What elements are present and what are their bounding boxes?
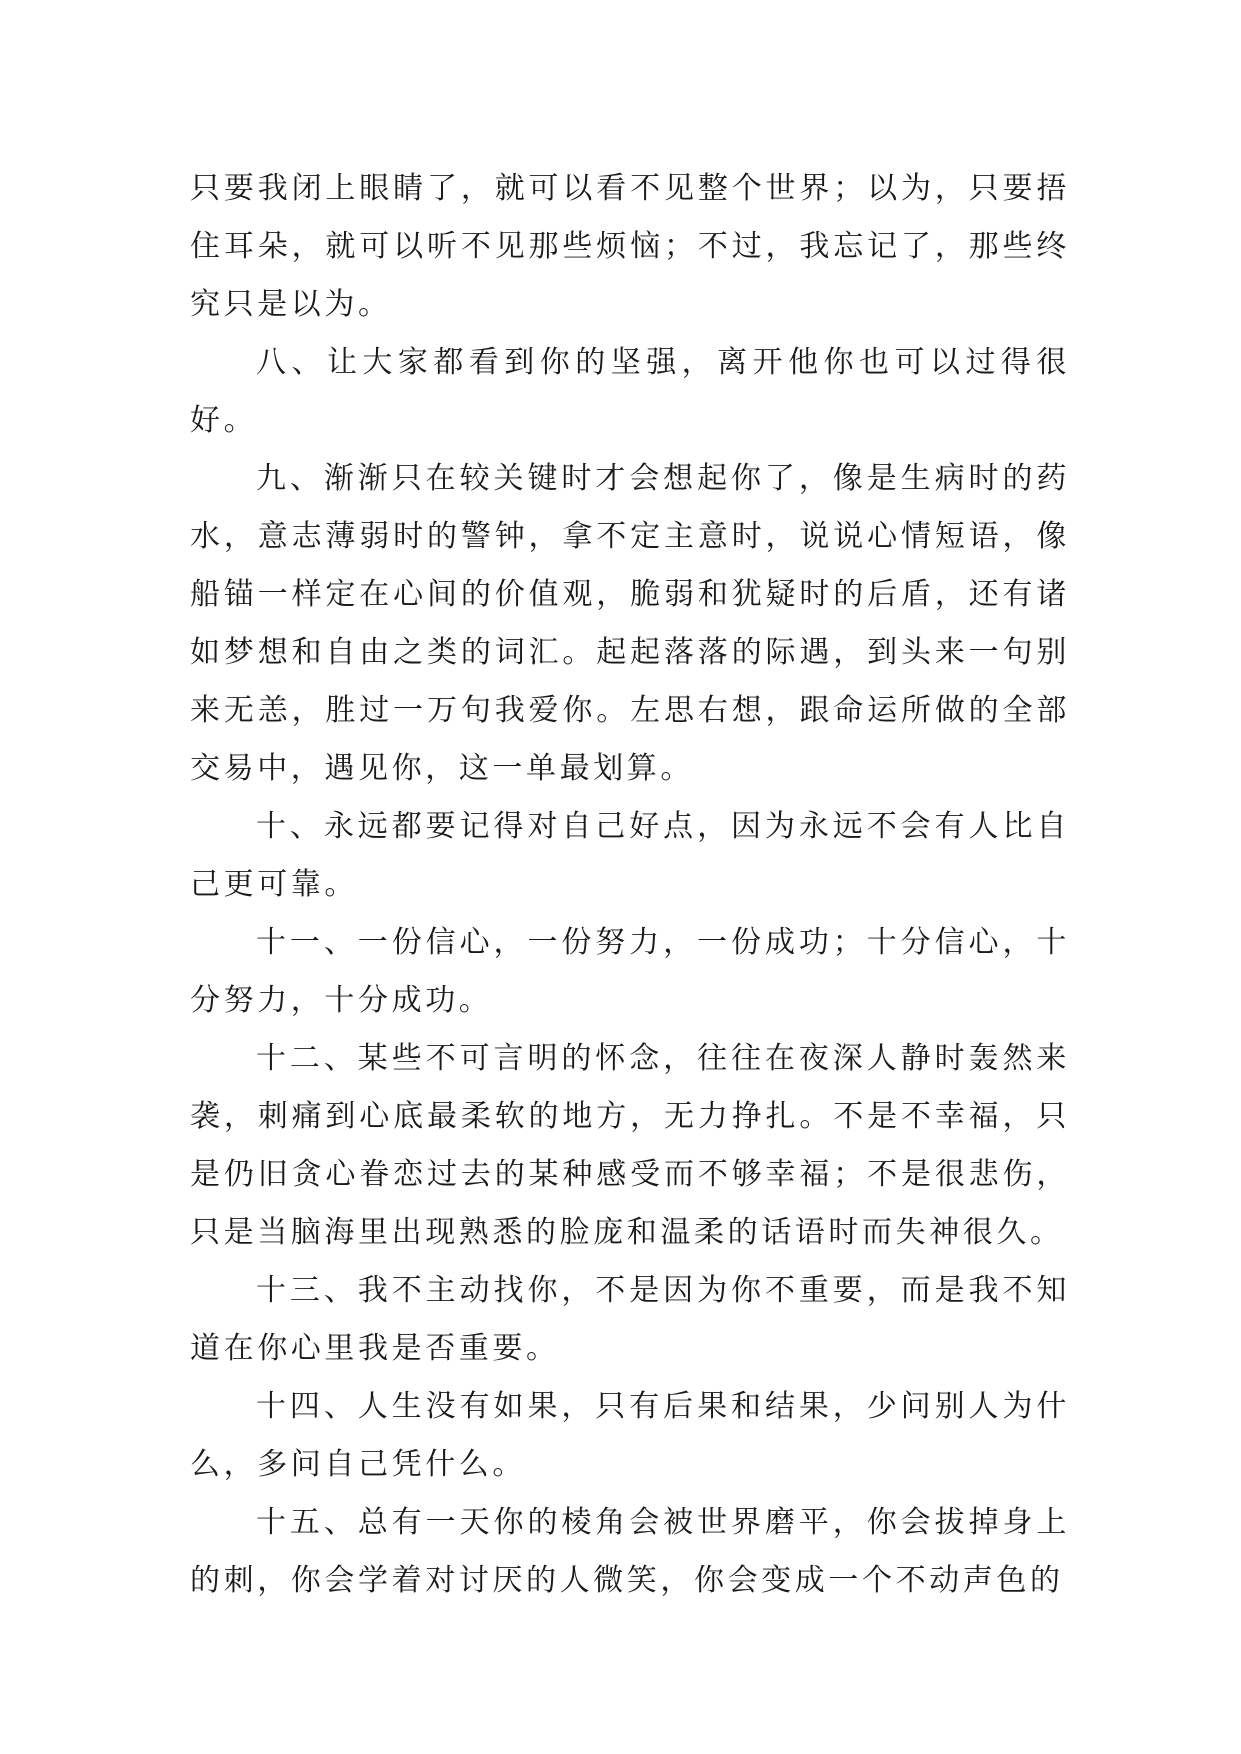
paragraph-item-14: 十四、人生没有如果，只有后果和结果，少问别人为什么，多问自己凭什么。 <box>190 1389 1070 1482</box>
paragraph-item-15: 十五、总有一天你的棱角会被世界磨平，你会拔掉身上的刺，你会学着对讨厌的人微笑，你会变成一个不动声色的 <box>190 1505 1070 1598</box>
paragraph-item-8: 八、让大家都看到你的坚强，离开他你也可以过得很好。 <box>190 345 1070 438</box>
paragraph-continuation: 只要我闭上眼睛了，就可以看不见整个世界；以为，只要捂住耳朵，就可以听不见那些烦恼；不过，我忘记了，那些终究只是以为。 <box>190 171 1070 322</box>
paragraph-item-10: 十、永远都要记得对自己好点，因为永远不会有人比自己更可靠。 <box>190 809 1070 902</box>
paragraph-item-12: 十二、某些不可言明的怀念，往往在夜深人静时轰然来袭，刺痛到心底最柔软的地方，无力挣扎。不是不幸福，只是仍旧贪心眷恋过去的某种感受而不够幸福；不是很悲伤，只是当脑海里出现熟悉的脸庞和温柔的话语时而失神很久。 <box>190 1041 1070 1250</box>
paragraph-item-9: 九、渐渐只在较关键时才会想起你了，像是生病时的药水，意志薄弱时的警钟，拿不定主意时，说说心情短语，像船锚一样定在心间的价值观，脆弱和犹疑时的后盾，还有诸如梦想和自由之类的词汇。起起落落的际遇，到头来一句别来无恙，胜过一万句我爱你。左思右想，跟命运所做的全部交易中，遇见你，这一单最划算。 <box>190 461 1070 786</box>
document-body <box>190 160 1070 1610</box>
paragraph-item-11: 十一、一份信心，一份努力，一份成功；十分信心，十分努力，十分成功。 <box>190 925 1070 1018</box>
paragraph-item-13: 十三、我不主动找你，不是因为你不重要，而是我不知道在你心里我是否重要。 <box>190 1273 1070 1366</box>
